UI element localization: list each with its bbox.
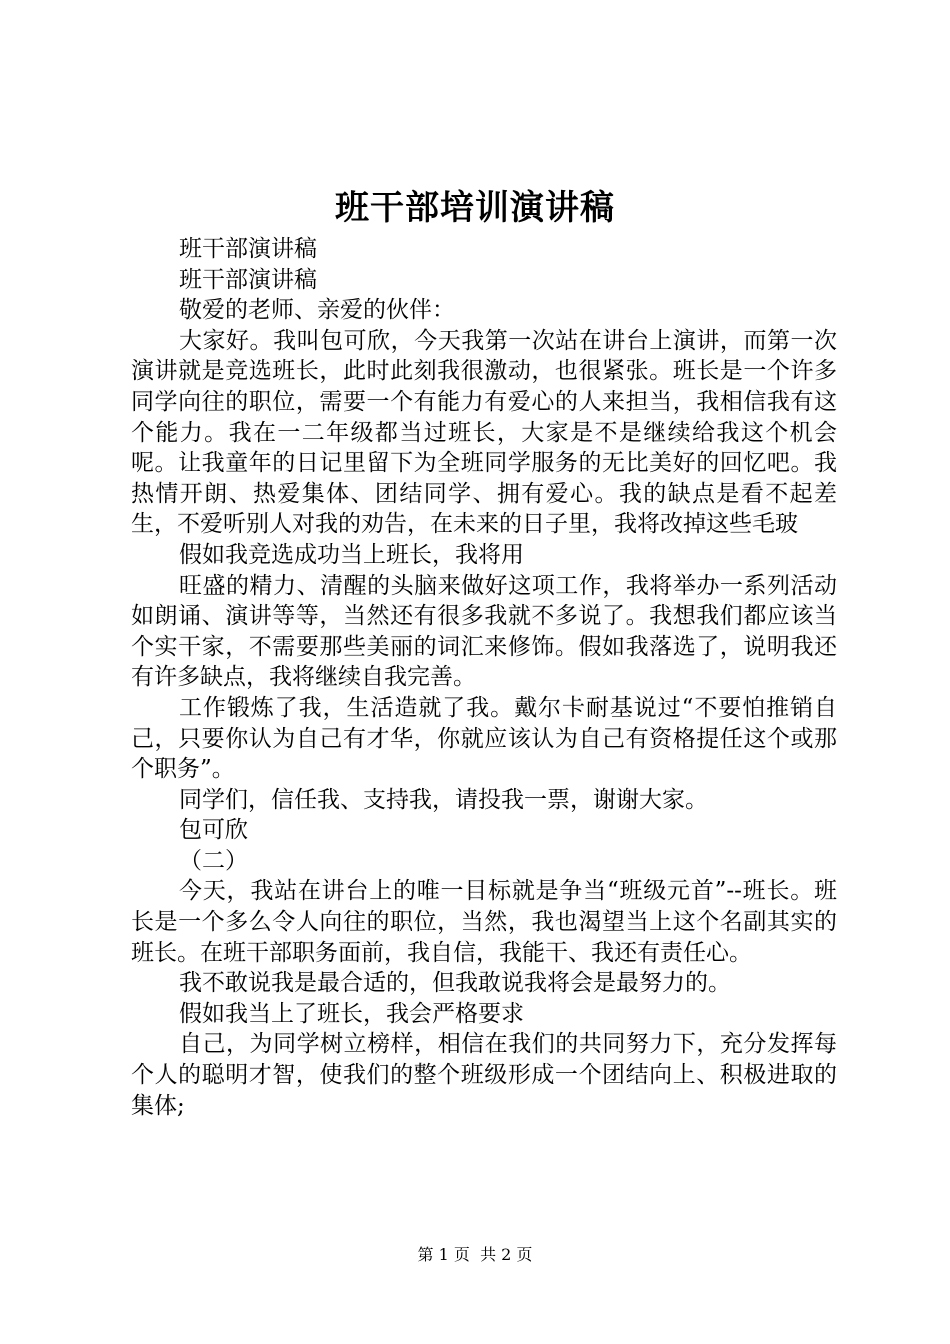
paragraph: 自己，为同学树立榜样，相信在我们的共同努力下，充分发挥每个人的聪明才智，使我们的整个班级形成一个团结向上、积极进取的集体; <box>131 1031 837 1119</box>
salutation: 敬爱的老师、亲爱的伙伴： <box>179 297 455 324</box>
paragraph: 旺盛的精力、清醒的头脑来做好这项工作，我将举办一系列活动如朗诵、演讲等等，当然还有很多我就不多说了。我想我们都应该当个实干家，不需要那些美丽的词汇来修饰。假如我落选了，说明我还有许多缺点，我将继续自我完善。 <box>131 572 837 691</box>
paragraph: 我不敢说我是最合适的，但我敢说我将会是最努力的。 <box>179 970 731 997</box>
paragraph: 大家好。我叫包可欣，今天我第一次站在讲台上演讲，而第一次演讲就是竞选班长，此时此刻我很激动，也很紧张。班长是一个许多同学向往的职位，需要一个有能力有爱心的人来担当，我相信我有这个能力。我在一二年级都当过班长，大家是不是继续给我这个机会呢。让我童年的日记里留下为全班同学服务的无比美好的回忆吧。我热情开朗、热爱集体、团结同学、拥有爱心。我的缺点是看不起差生，不爱听别人对我的劝告，在未来的日子里，我将改掉这些毛玻 <box>131 327 837 538</box>
signature: 包可欣 <box>179 817 248 844</box>
paragraph: 假如我当上了班长，我会严格要求 <box>179 1000 524 1027</box>
paragraph: 今天，我站在讲台上的唯一目标就是争当“班级元首”--班长。班长是一个多么令人向往的职位，当然，我也渴望当上这个名副其实的班长。在班干部职务面前，我自信，我能干、我还有责任心。 <box>131 878 837 966</box>
section-marker: （二） <box>179 847 248 874</box>
paragraph: 班干部演讲稿 <box>179 266 317 293</box>
paragraph: 工作锻炼了我，生活造就了我。戴尔卡耐基说过“不要怕推销自己，只要你认为自己有才华，你就应该认为自己有资格提任这个或那个职务”。 <box>131 694 837 783</box>
document-title: 班干部培训演讲稿 <box>335 188 615 228</box>
paragraph: 班干部演讲稿 <box>179 236 317 262</box>
page-number: 第 1 页 共 2 页 <box>417 1245 533 1264</box>
paragraph: 同学们，信任我、支持我，请投我一票，谢谢大家。 <box>179 786 708 813</box>
paragraph: 假如我竞选成功当上班长，我将用 <box>179 541 524 568</box>
page-footer <box>0 1244 950 1266</box>
document-body <box>131 234 837 1121</box>
